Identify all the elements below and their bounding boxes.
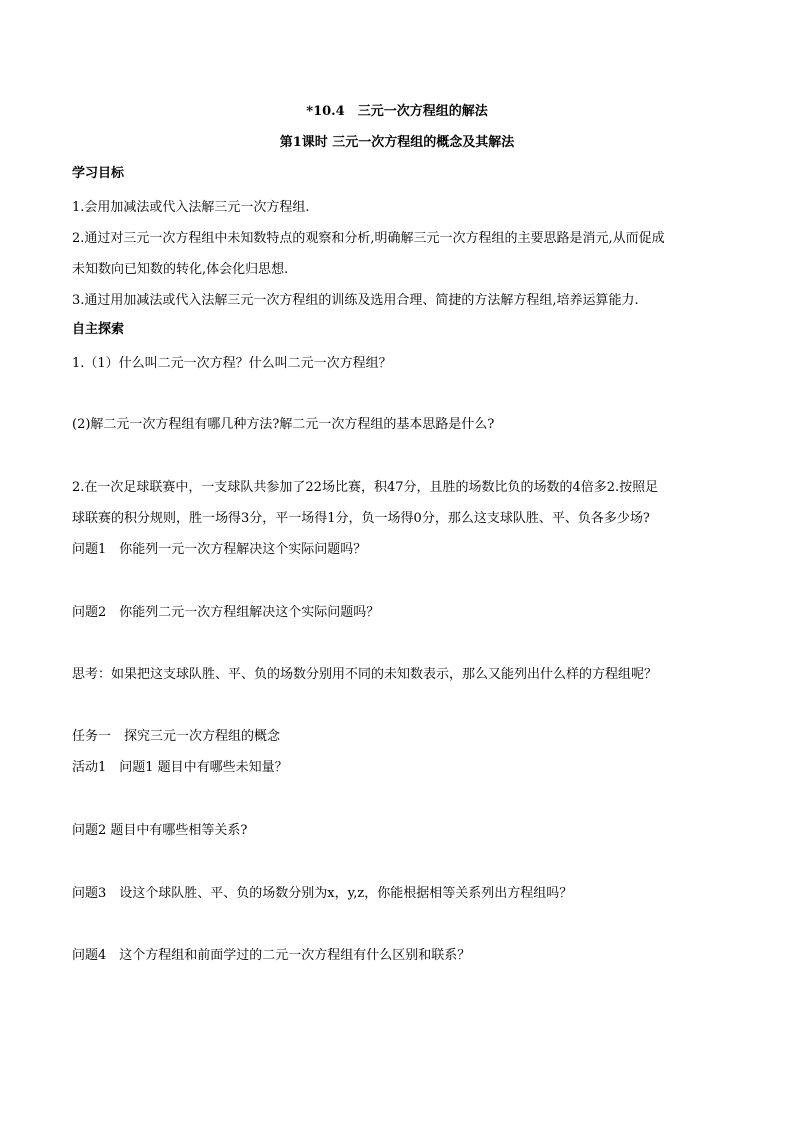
problem-1: 问题1 你能列一元一次方程解决这个实际问题吗？	[72, 542, 367, 557]
goal-2-line-2: 未知数向已知数的转化,体会化归思想.	[72, 262, 289, 277]
question-2-line-2: 球联赛的积分规则，胜一场得3分，平一场得1分，负一场得0分，那么这支球队胜、平、负各多少场?	[72, 511, 650, 526]
goal-1: 1.会用加减法或代入法解三元一次方程组.	[72, 200, 310, 215]
problem-2: 问题2 你能列二元一次方程组解决这个实际问题吗？	[72, 605, 380, 620]
goal-3: 3.通过用加减法或代入法解三元一次方程组的训练及选用合理、简捷的方法解方程组,培养运算能力.	[72, 293, 639, 308]
question-2-line-1: 2.在一次足球联赛中，一支球队共参加了22场比赛，积47分，且胜的场数比负的场数的4倍多2.按照足	[72, 480, 659, 495]
question-1-part-2: (2)解二元一次方程组有哪几种方法?解二元一次方程组的基本思路是什么?	[72, 417, 495, 432]
activity-question-3: 问题3 设这个球队胜、平、负的场数分别为x，y,z，你能根据相等关系列出方程组吗？	[72, 886, 573, 901]
lesson-title: *10.4 三元一次方程组的解法	[306, 104, 488, 119]
think-question: 思考：如果把这支球队胜、平、负的场数分别用不同的未知数表示，那么又能列出什么样的方程组呢？	[72, 667, 658, 682]
task-1-heading: 任务一 探究三元一次方程组的概念	[72, 729, 281, 744]
question-1-part-1: 1.（1）什么叫二元一次方程？什么叫二元一次方程组？	[72, 356, 392, 371]
lesson-subtitle: 第1课时 三元一次方程组的概念及其解法	[279, 135, 515, 150]
activity-question-2: 问题2 题目中有哪些相等关系?	[72, 823, 248, 838]
section-heading-explore: 自主探索	[72, 322, 125, 337]
activity-1-question-1: 活动1 问题1 题目中有哪些未知量？	[72, 760, 288, 775]
activity-question-4: 问题4 这个方程组和前面学过的二元一次方程组有什么区别和联系？	[72, 948, 471, 963]
goal-2-line-1: 2.通过对三元一次方程组中未知数特点的观察和分析,明确解三元一次方程组的主要思路是消元,从而促成	[72, 231, 665, 246]
section-heading-goals: 学习目标	[72, 166, 125, 181]
